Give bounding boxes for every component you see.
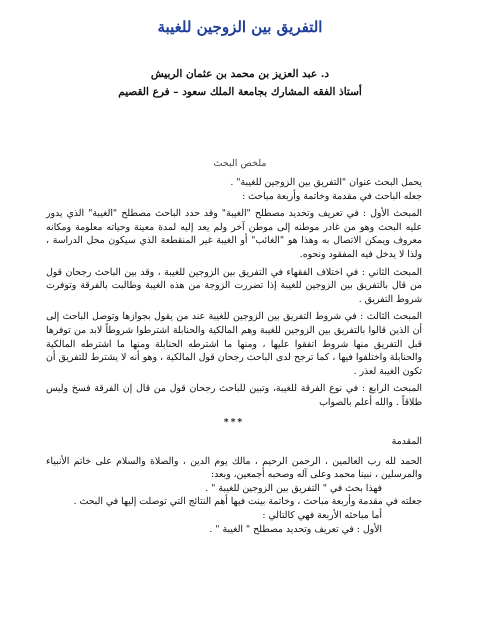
author-affiliation: أستاذ الفقه المشارك بجامعة الملك سعود – فرع القصيم xyxy=(118,86,362,98)
abstract-paragraph: المبحث الثاني : في اختلاف الفقهاء في التفريق بين الزوجين للغيبة ، وقد بين الباحث رجحان قول من قال بالتفريق بين الزوجين للغيبة إذا تضررت الزوجة من هذه الغيبة وطالبت بالفرقة وتوفرت شروط التفريق . xyxy=(46,266,422,305)
intro-paragraph: جعلته في مقدمة وأربعة مباحث ، وخاتمة بينت فيها أهم النتائج التي توصلت إليها في البحث . xyxy=(73,496,422,508)
section-separator: *** xyxy=(223,416,245,428)
abstract-heading: ملخص البحث xyxy=(213,158,267,169)
intro-line: فهذا بحث في " التفريق بين الزوجين للغيبة " . xyxy=(205,482,382,494)
intro-line: أما مباحثه الأربعة فهي كالتالي : xyxy=(262,510,382,522)
abstract-paragraph: المبحث الأول : في تعريف وتحديد مصطلح "الغيبة" وقد حدد الباحث مصطلح "الغيبة" الذي يدور عليه البحث وهو من غادر موطنه إلى موطن آخر ولم يعد إليه لمدة معينة وحياته معلومة ومكانه معروف ويمكن الاتصال به وهذا هو "الغائب" أو الغيبة غير المنقطعة الذي سيكون محل الدراسة ، ولذا لا يدخل فيه المفقود ونحوه. xyxy=(46,208,422,260)
abstract-paragraph: المبحث الرابع : في نوع الفرقة للغيبة، وتبين للباحث رجحان قول من قال إن الفرقة فسخ وليس طلاقاً . والله أعلم بالصواب xyxy=(46,383,422,408)
abstract-paragraph: المبحث الثالث : في شروط التفريق بين الزوجين للغيبة عند من يقول بجوازها وتوصل الباحث إلى أن الذين قالوا بالتفريق بين الزوجين للغيبة وهم المالكية والحنابلة اشترطوا شروطاً لابد من توفرها قبل التفريق منها شروط اتفقوا عليها ، ومنها ما اشترطه الحنابلة ومنها ما اشترطه المالكية والحنابلة واختلفوا فيها ، كما ترجح لدى الباحث رجحان قول المالكية ، وهو أنه لا يشترط للتفريق أن تكون الغيبة لعذر . xyxy=(46,311,422,377)
paper-title: التفريق بين الزوجين للغيبة xyxy=(157,18,323,36)
intro-heading: المقدمة xyxy=(391,436,422,448)
document-body xyxy=(46,176,422,536)
intro-paragraph: الحمد لله رب العالمين ، الرحمن الرحيم ، مالك يوم الدين ، والصلاة والسلام على خاتم الأنبياء والمرسلين ، نبينا محمد وعلى آله وصحبه أجمعين، وبعد: xyxy=(46,455,422,481)
abstract-line: يحمل البحث عنوان "التفريق بين الزوجين للغيبة" . xyxy=(230,177,422,188)
author-name: د. عبد العزيز بن محمد بن عثمان الربيش xyxy=(150,68,330,80)
abstract-line: جعله الباحث في مقدمة وخاتمة وأربعة مباحث : xyxy=(242,190,422,202)
intro-line: الأول : في تعريف وتحديد مصطلح " الغيبة " . xyxy=(209,523,382,535)
